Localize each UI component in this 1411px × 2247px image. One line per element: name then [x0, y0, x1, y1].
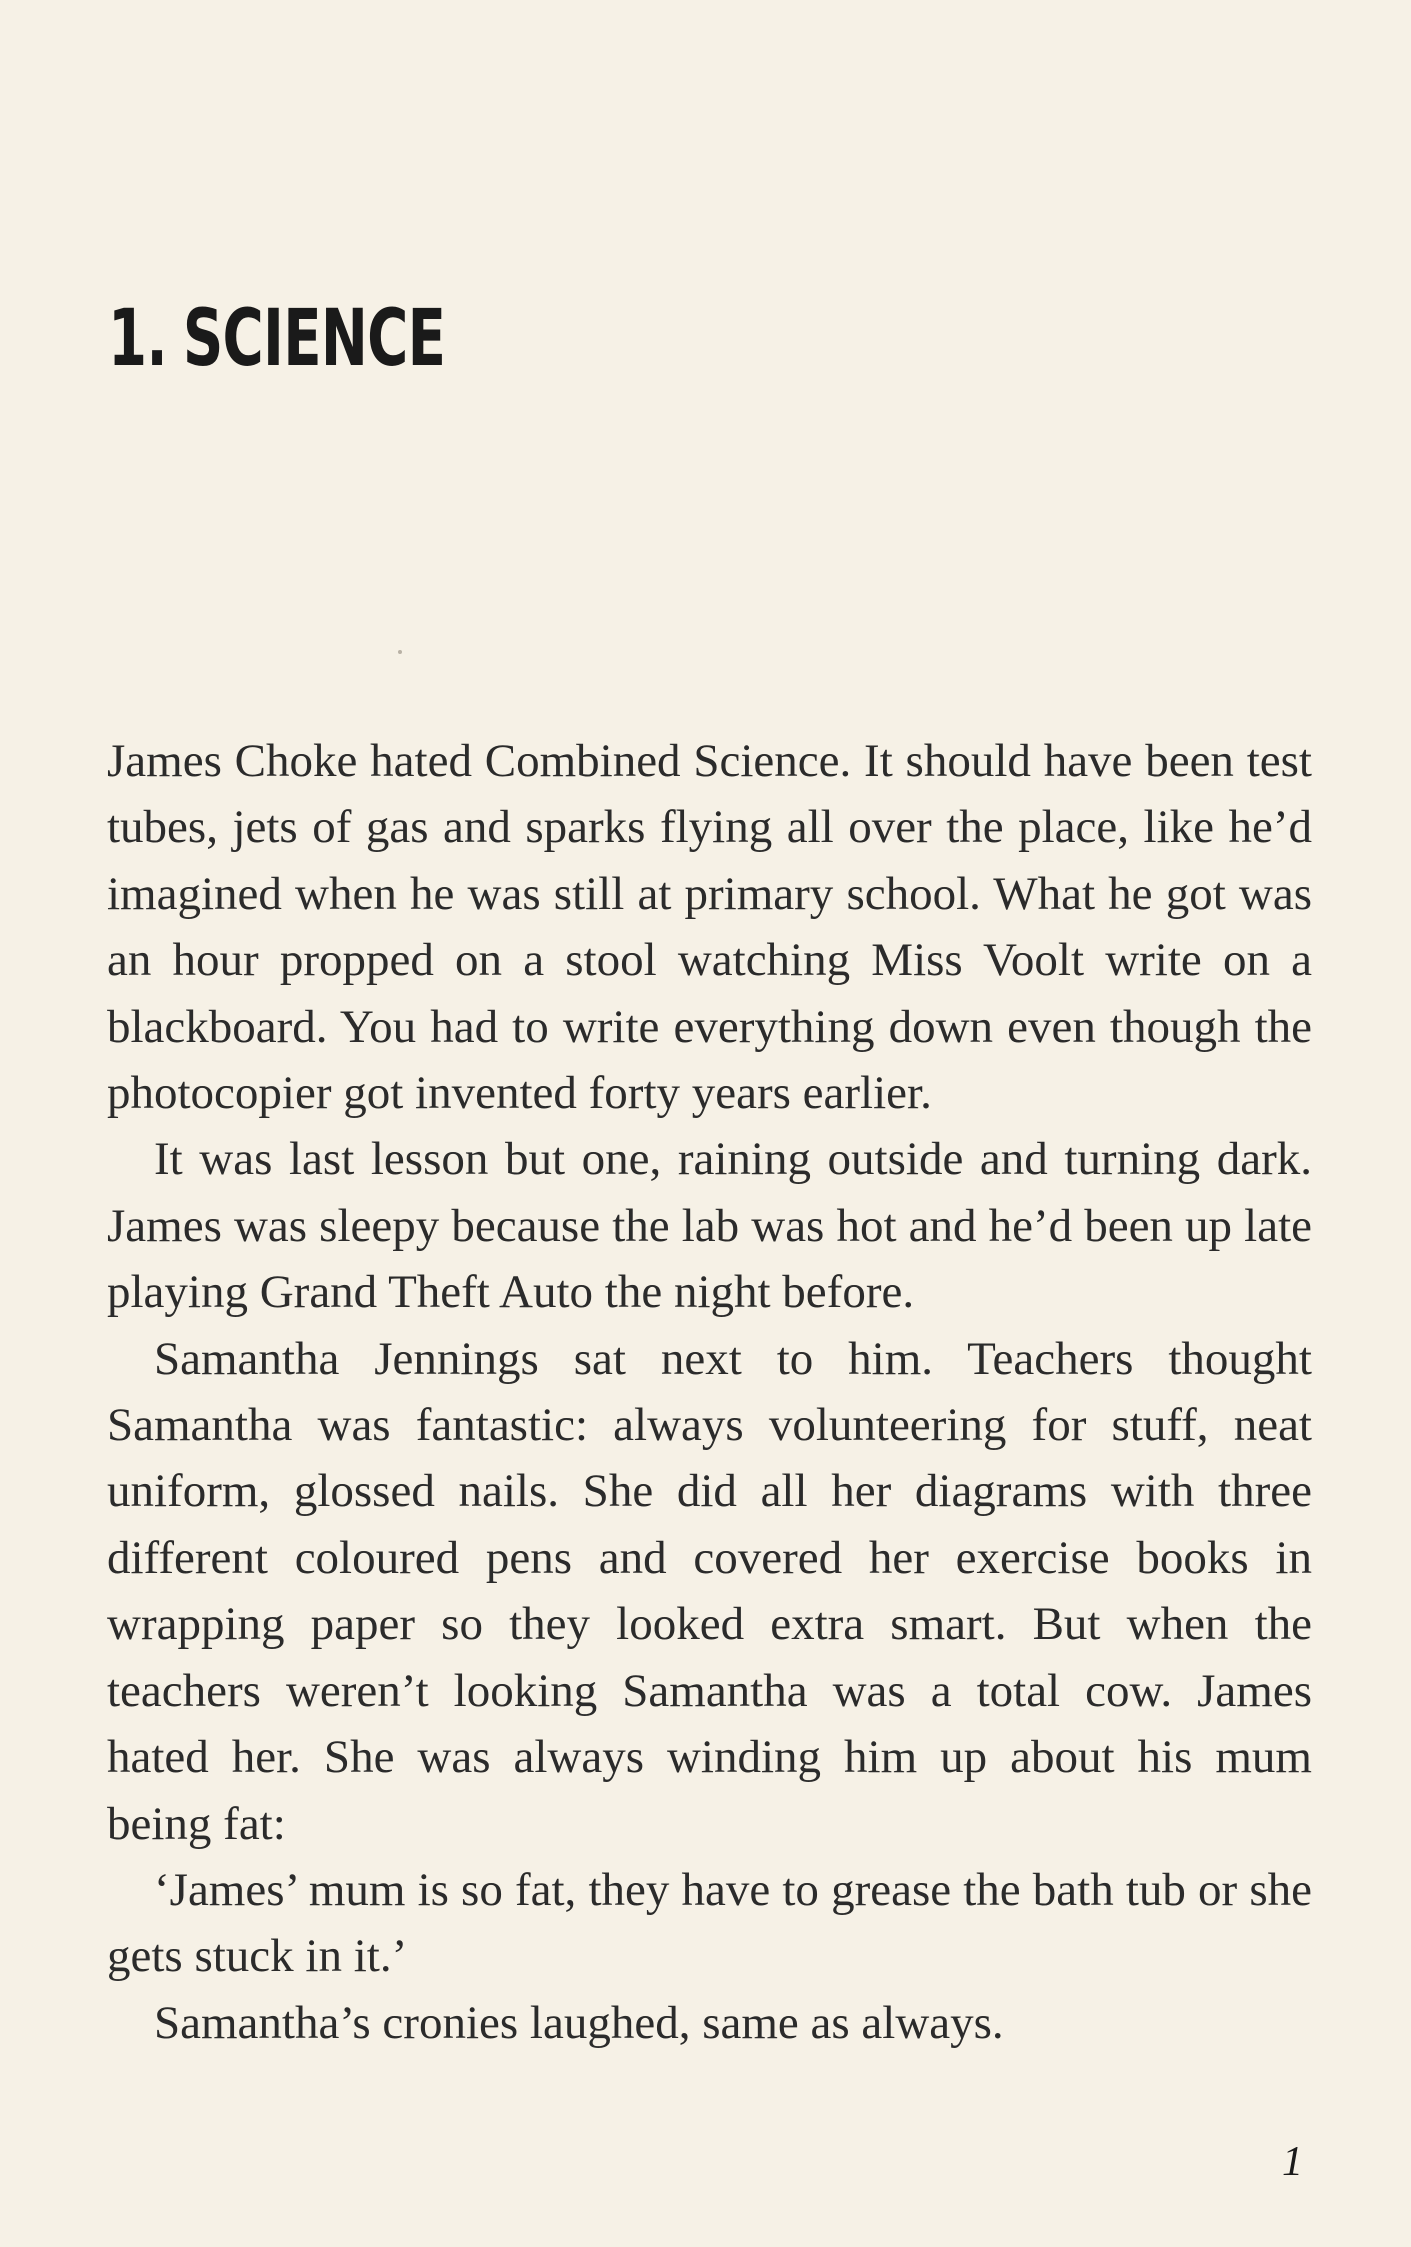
paragraph: Samantha Jennings sat next to him. Teachers thought Samantha was fantastic: always volunteering for stuff, neat uniform, glossed nails. She did all her diagrams with three different coloured pens and covered her exercise books in wrapping paper so they looked extra smart. But when the teachers weren’t looking Samantha was a total cow. James hated her. She was always winding him up about his mum being fat:: [107, 1332, 1312, 1850]
paragraph: It was last lesson but one, raining outside and turning dark. James was sleepy because the lab was hot and he’d been up late playing Grand Theft Auto the night before.: [107, 1133, 1312, 1319]
page-number: 1: [1282, 2139, 1303, 2185]
paragraph: James Choke hated Combined Science. It should have been test tubes, jets of gas and sparks flying all over the place, like he’d imagined when he was still at primary school. What he got was an hour propped on a stool watching Miss Voolt write on a blackboard. You had to write everything down even though the photocopier got invented forty years earlier.: [107, 735, 1312, 1120]
paper-speck: [398, 650, 402, 654]
paragraph: Samantha’s cronies laughed, same as always.: [154, 1996, 1004, 2049]
chapter-title: SCIENCE: [182, 294, 446, 384]
chapter-heading: [108, 294, 446, 384]
chapter-body: [107, 728, 1312, 2056]
paragraph: ‘James’ mum is so fat, they have to grease the bath tub or she gets stuck in it.’: [107, 1863, 1312, 1983]
chapter-number: 1.: [108, 294, 167, 384]
